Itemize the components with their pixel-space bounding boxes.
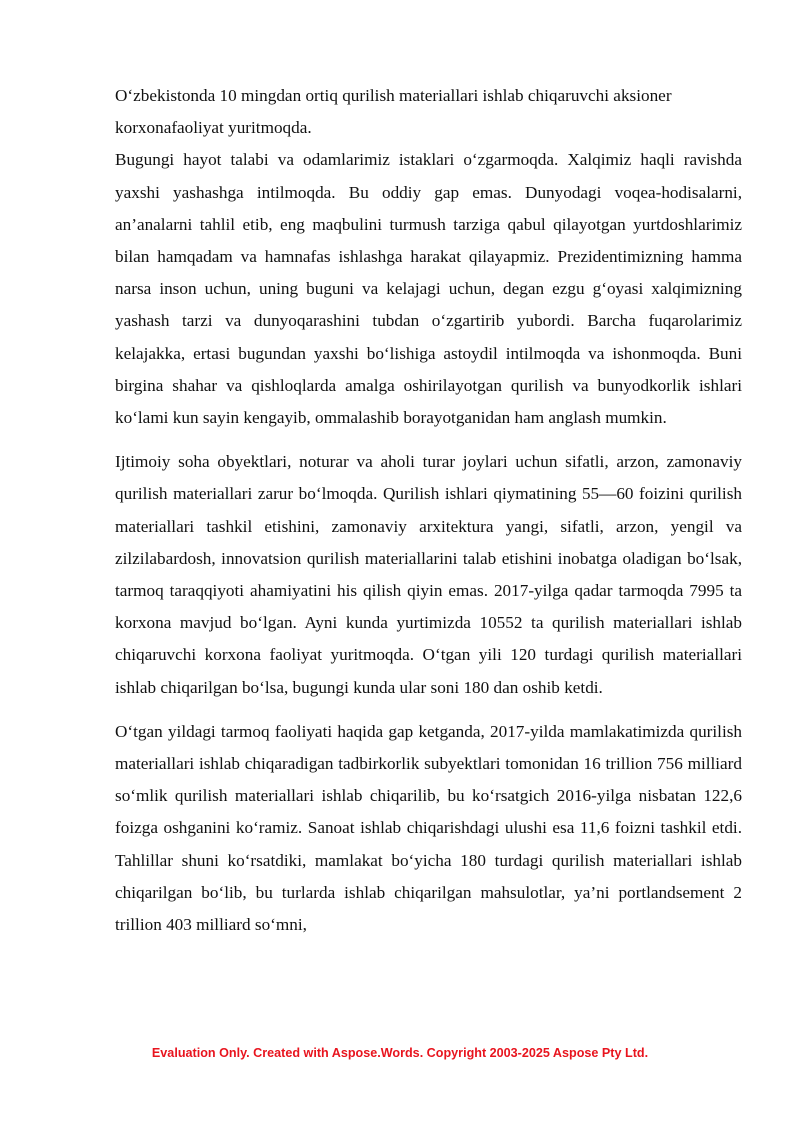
- evaluation-watermark: Evaluation Only. Created with Aspose.Words. Copyright 2003-2025 Aspose Pty Ltd.: [151, 1046, 649, 1060]
- paragraph-intro: O‘zbekistonda 10 mingdan ortiq qurilish materiallari ishlab chiqaruvchi aksioner korxonafaoliyat yuritmoqda.: [115, 86, 672, 138]
- paragraph-life-demands: Bugungi hayot talabi va odamlarimiz istaklari o‘zgarmoqda. Xalqimiz haqli ravishda yaxshi yashashga intilmoqda. Bu oddiy gap emas. Dunyodagi voqea-hodisalarni, an’analarni tahlil etib, eng maqbulini turmush tarziga qabul qilayotgan yurtdoshlarimiz bilan hamqadam va hamnafas ishlashga harakat qilayapmiz. Prezidentimizning hamma narsa inson uchun, uning buguni va kelajagi uchun, degan ezgu g‘oyasi xalqimizning yashash tarzi va dunyoqarashini tubdan o‘zgartirib yubordi. Barcha fuqarolarimiz kelajakka, ertasi bugundan yaxshi bo‘lishiga astoydil intilmoqda va ishonmoqda. Buni birgina shahar va qishloqlarda amalga oshirilayotgan qurilish va bunyodkorlik ishlari ko‘lami kun sayin kengayib, ommalashib borayotganidan ham anglash mumkin.: [115, 150, 742, 428]
- paragraph-social-objects: Ijtimoiy soha obyektlari, noturar va aholi turar joylari uchun sifatli, arzon, zamonaviy qurilish materiallari zarur bo‘lmoqda. Qurilish ishlari qiymatining 55—60 foizini qurilish materiallari tashkil etishini, zamonaviy arxitektura yangi, sifatli, arzon, yengil va zilzilabardosh, innovatsion qurilish materiallarini talab etishini inobatga oladigan bo‘lsak, tarmoq taraqqiyoti ahamiyatini his qilish qiyin emas. 2017-yilga qadar tarmoqda 7995 ta korxona mavjud bo‘lgan. Ayni kunda yurtimizda 10552 ta qurilish materiallari ishlab chiqaruvchi korxona faoliyat yuritmoqda. O‘tgan yili 120 turdagi qurilish materiallari ishlab chiqarilgan bo‘lsa, bugungi kunda ular soni 180 dan oshib ketdi.: [115, 452, 742, 697]
- document-body: [115, 80, 742, 941]
- paragraph-last-year-activity: O‘tgan yildagi tarmoq faoliyati haqida gap ketganda, 2017-yilda mamlakatimizda qurilish materiallari ishlab chiqaradigan tadbirkorlik subyektlari tomonidan 16 trillion 756 milliard so‘mlik qurilish materiallari ishlab chiqarilib, bu ko‘rsatgich 2016-yilga nisbatan 122,6 foizga oshganini ko‘ramiz. Sanoat ishlab chiqarishdagi ulushi esa 11,6 foizni tashkil etdi. Tahlillar shuni ko‘rsatdiki, mamlakat bo‘yicha 180 turdagi qurilish materiallari ishlab chiqarilgan bo‘lib, bu turlarda ishlab chiqarilgan mahsulotlar, ya’ni portlandsement 2 trillion 403 milliard so‘mni,: [115, 721, 742, 935]
